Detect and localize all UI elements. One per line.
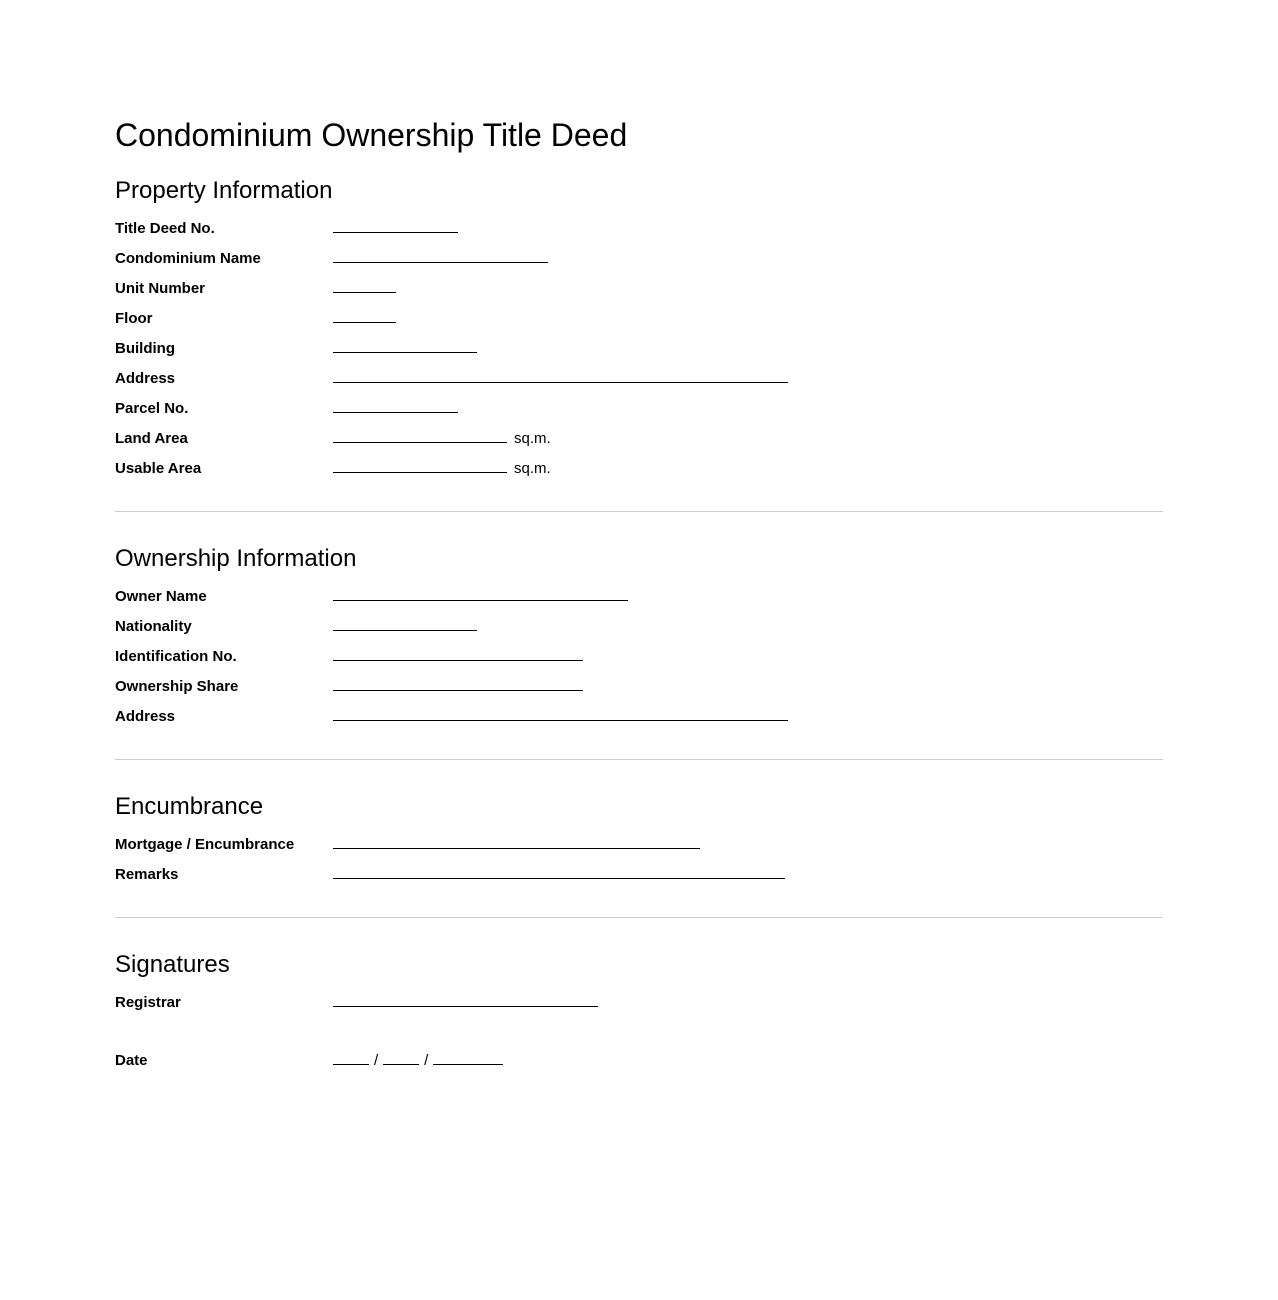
- blank-line-unit-number: [333, 292, 396, 293]
- blank-line-land-area: [333, 442, 507, 443]
- blank-line-registrar: [333, 1006, 598, 1007]
- field-remarks: [115, 860, 1163, 890]
- field-ownership-share: [115, 672, 1163, 702]
- section-property: [115, 177, 1163, 511]
- field-label-registrar: Registrar: [115, 993, 181, 1011]
- blank-line-owner-name: [333, 600, 628, 601]
- field-label-building: Building: [115, 339, 175, 357]
- section-heading-signatures: Signatures: [115, 950, 230, 978]
- section-heading-property: Property Information: [115, 176, 333, 204]
- field-label-floor: Floor: [115, 309, 153, 327]
- field-label-owner-address: Address: [115, 707, 176, 725]
- section-heading-encumbrance: Encumbrance: [115, 792, 264, 820]
- field-label-owner-name: Owner Name: [115, 587, 207, 605]
- section-encumbrance: [115, 759, 1163, 917]
- blank-line-building: [333, 352, 477, 353]
- title-deed-document: [115, 0, 1163, 1300]
- field-mortgage-encumbrance: [115, 830, 1163, 860]
- field-usable-area: [115, 454, 1163, 484]
- field-label-condominium-name: Condominium Name: [115, 249, 261, 267]
- blank-line-nationality: [333, 630, 477, 631]
- blank-line-ownership-share: [333, 690, 583, 691]
- field-label-unit-number: Unit Number: [115, 279, 205, 297]
- blank-separator: /: [424, 1051, 429, 1069]
- field-building: [115, 334, 1163, 364]
- field-label-usable-area: Usable Area: [115, 459, 202, 477]
- field-label-title-deed-no: Title Deed No.: [115, 219, 215, 237]
- section-heading-ownership: Ownership Information: [115, 544, 357, 572]
- blank-line-address: [333, 382, 788, 383]
- blank-line-date-2: [383, 1064, 419, 1065]
- sections-container: [115, 177, 1163, 1103]
- blank-line-date-3: [433, 1064, 503, 1065]
- blank-line-mortgage-encumbrance: [333, 848, 700, 849]
- field-identification-no: [115, 642, 1163, 672]
- field-registrar: [115, 988, 1163, 1018]
- field-condominium-name: [115, 244, 1163, 274]
- field-title-deed-no: [115, 214, 1163, 244]
- blank-line-parcel-no: [333, 412, 458, 413]
- unit-suffix-usable-area: sq.m.: [514, 459, 551, 477]
- field-address: [115, 364, 1163, 394]
- field-label-date: Date: [115, 1051, 148, 1069]
- field-nationality: [115, 612, 1163, 642]
- field-floor: [115, 304, 1163, 334]
- blank-line-date-1: [333, 1064, 369, 1065]
- field-label-identification-no: Identification No.: [115, 647, 237, 665]
- section-ownership: [115, 511, 1163, 759]
- field-parcel-no: [115, 394, 1163, 424]
- field-label-land-area: Land Area: [115, 429, 188, 447]
- field-unit-number: [115, 274, 1163, 304]
- blank-line-usable-area: [333, 472, 507, 473]
- blank-line-floor: [333, 322, 396, 323]
- field-owner-name: [115, 582, 1163, 612]
- blank-line-condominium-name: [333, 262, 548, 263]
- blank-line-owner-address: [333, 720, 788, 721]
- blank-line-title-deed-no: [333, 232, 458, 233]
- field-label-ownership-share: Ownership Share: [115, 677, 239, 695]
- blank-line-identification-no: [333, 660, 583, 661]
- document-title: Condominium Ownership Title Deed: [115, 117, 628, 153]
- unit-suffix-land-area: sq.m.: [514, 429, 551, 447]
- field-label-address: Address: [115, 369, 176, 387]
- field-land-area: [115, 424, 1163, 454]
- blank-line-remarks: [333, 878, 785, 879]
- field-label-nationality: Nationality: [115, 617, 192, 635]
- field-label-mortgage-encumbrance: Mortgage / Encumbrance: [115, 835, 295, 853]
- field-owner-address: [115, 702, 1163, 732]
- field-date: [115, 1046, 1163, 1076]
- field-label-parcel-no: Parcel No.: [115, 399, 189, 417]
- field-label-remarks: Remarks: [115, 865, 179, 883]
- blank-separator: /: [374, 1051, 379, 1069]
- section-signatures: [115, 917, 1163, 1103]
